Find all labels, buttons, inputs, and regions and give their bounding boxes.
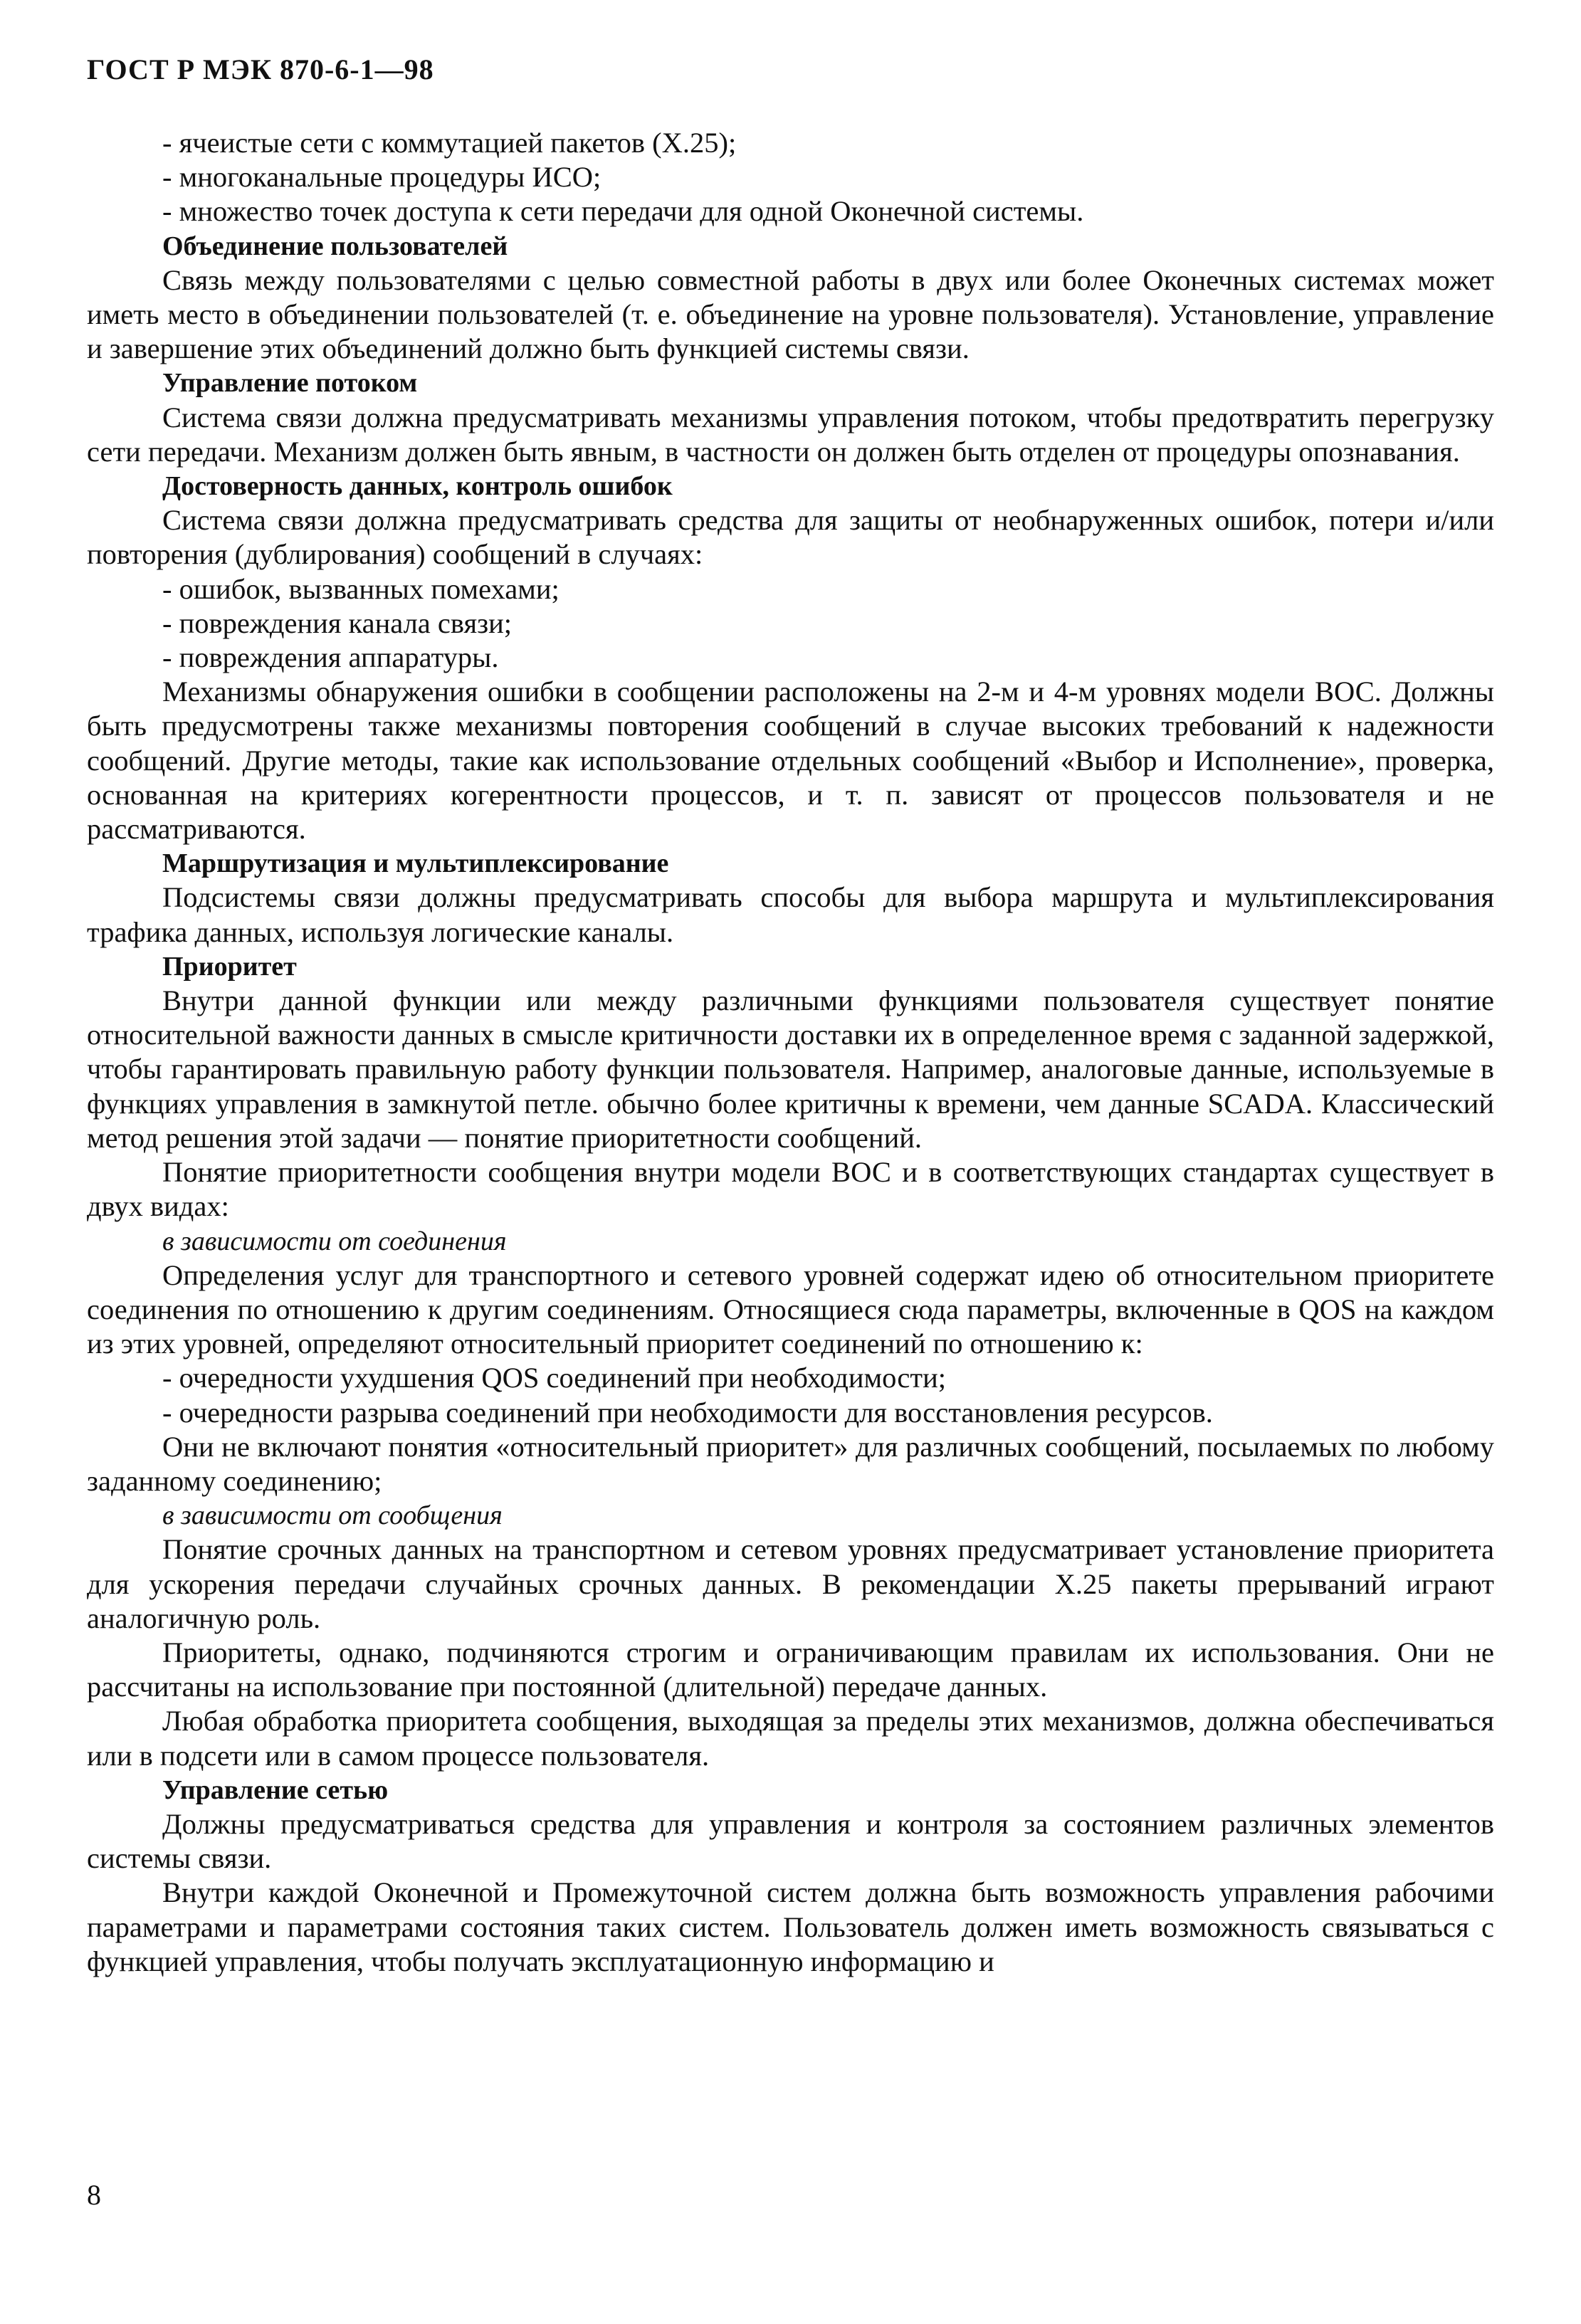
list-item: - повреждения аппаратуры. — [162, 641, 499, 674]
section-heading: Управление потоком — [162, 368, 418, 399]
paragraph: Подсистемы связи должны предусматривать способы для выбора маршрута и мультиплексирования трафика данных, используя логические каналы. — [87, 881, 1494, 948]
section-heading: Достоверность данных, контроль ошибок — [162, 471, 673, 502]
list-item: - очередности разрыва соединений при необходимости для восстановления ресурсов. — [162, 1396, 1213, 1429]
subsection-heading: в зависимости от соединения — [162, 1226, 507, 1256]
list-item: - повреждения канала связи; — [162, 606, 513, 639]
section-heading: Управление сетью — [162, 1774, 389, 1805]
paragraph: Система связи должна предусматривать средства для защиты от необнаруженных ошибок, потери и/или повторения (дублирования) сообщений в случаях: — [87, 504, 1494, 571]
paragraph: Внутри каждой Оконечной и Промежуточной систем должна быть возможность управления рабочими параметрами и параметрами состояния таких систем. Пользователь должен иметь возможность связываться с функцией управления, чтобы получать эксплуатационную информацию и — [87, 1876, 1494, 1977]
paragraph: Связь между пользователями с целью совместной работы в двух или более Оконечных системах может иметь место в объединении пользователей (т. е. объединение на уровне пользователя). Установление, управление и завершение этих объединений должно быть функцией системы связи. — [87, 263, 1494, 365]
subsection-heading: в зависимости от сообщения — [162, 1500, 503, 1531]
list-item: - очередности ухудшения QOS соединений при необходимости; — [162, 1362, 947, 1394]
list-item: - многоканальные процедуры ИСО; — [162, 161, 602, 194]
section-heading: Маршрутизация и мультиплексирование — [162, 848, 669, 879]
paragraph: Механизмы обнаружения ошибки в сообщении расположены на 2-м и 4-м уровнях модели ВОС. Должны быть предусмотрены также механизмы повторения сообщений в случае высоких требований к надежности сообщений. Другие методы, такие как использование отдельных сообщений «Выбор и Исполнение», проверка, основанная на критериях когерентности процессов, и т. п. зависят от процессов пользователя и не рассматриваются. — [87, 675, 1494, 846]
section-heading: Приоритет — [162, 951, 297, 982]
paragraph: Система связи должна предусматривать механизмы управления потоком, чтобы предотвратить перегрузку сети передачи. Механизм должен быть явным, в частности он должен быть отделен от процедуры опознавания. — [87, 401, 1494, 468]
section-heading: Объединение пользователей — [162, 231, 508, 261]
paragraph: Понятие срочных данных на транспортном и сетевом уровнях предусматривает установление приоритета для ускорения передачи случайных срочных данных. В рекомендации X.25 пакеты прерываний играют аналогичную роль. — [87, 1533, 1494, 1634]
paragraph: Любая обработка приоритета сообщения, выходящая за пределы этих механизмов, должна обеспечиваться или в подсети или в самом процессе пользователя. — [87, 1705, 1494, 1772]
list-item: - множество точек доступа к сети передачи для одной Оконечной системы. — [162, 195, 1084, 228]
paragraph: Определения услуг для транспортного и сетевого уровней содержат идею об относительном приоритете соединения по отношению к другим соединениям. Относящиеся сюда параметры, включенные в QOS на каждом из этих уровней, определяют относительный приоритет соединений по отношению к: — [87, 1258, 1494, 1360]
page-number: 8 — [87, 2179, 101, 2211]
paragraph: Понятие приоритетности сообщения внутри модели ВОС и в соответствующих стандартах существует в двух видах: — [87, 1156, 1494, 1223]
paragraph: Приоритеты, однако, подчиняются строгим и ограничивающим правилам их использования. Они не рассчитаны на использование при постоянной (длительной) передаче данных. — [87, 1636, 1494, 1703]
list-item: - ячеистые сети с коммутацией пакетов (X.25); — [162, 127, 737, 159]
list-item: - ошибок, вызванных помехами; — [162, 572, 560, 605]
document-body — [87, 126, 1494, 1979]
document-header: ГОСТ Р МЭК 870-6-1—98 — [87, 53, 434, 85]
paragraph: Должны предусматриваться средства для управления и контроля за состоянием различных элементов системы связи. — [87, 1807, 1494, 1875]
paragraph: Внутри данной функции или между различными функциями пользователя существует понятие относительной важности данных в смысле критичности доставки их в определенное время с заданной задержкой, чтобы гарантировать правильную работу функции пользователя. Например, аналоговые данные, используемые в функциях управления в замкнутой петле. обычно более критичны к времени, чем данные SCADA. Классический метод решения этой задачи — понятие приоритетности сообщений. — [87, 984, 1494, 1154]
paragraph: Они не включают понятия «относительный приоритет» для различных сообщений, посылаемых по любому заданному соединению; — [87, 1430, 1494, 1497]
